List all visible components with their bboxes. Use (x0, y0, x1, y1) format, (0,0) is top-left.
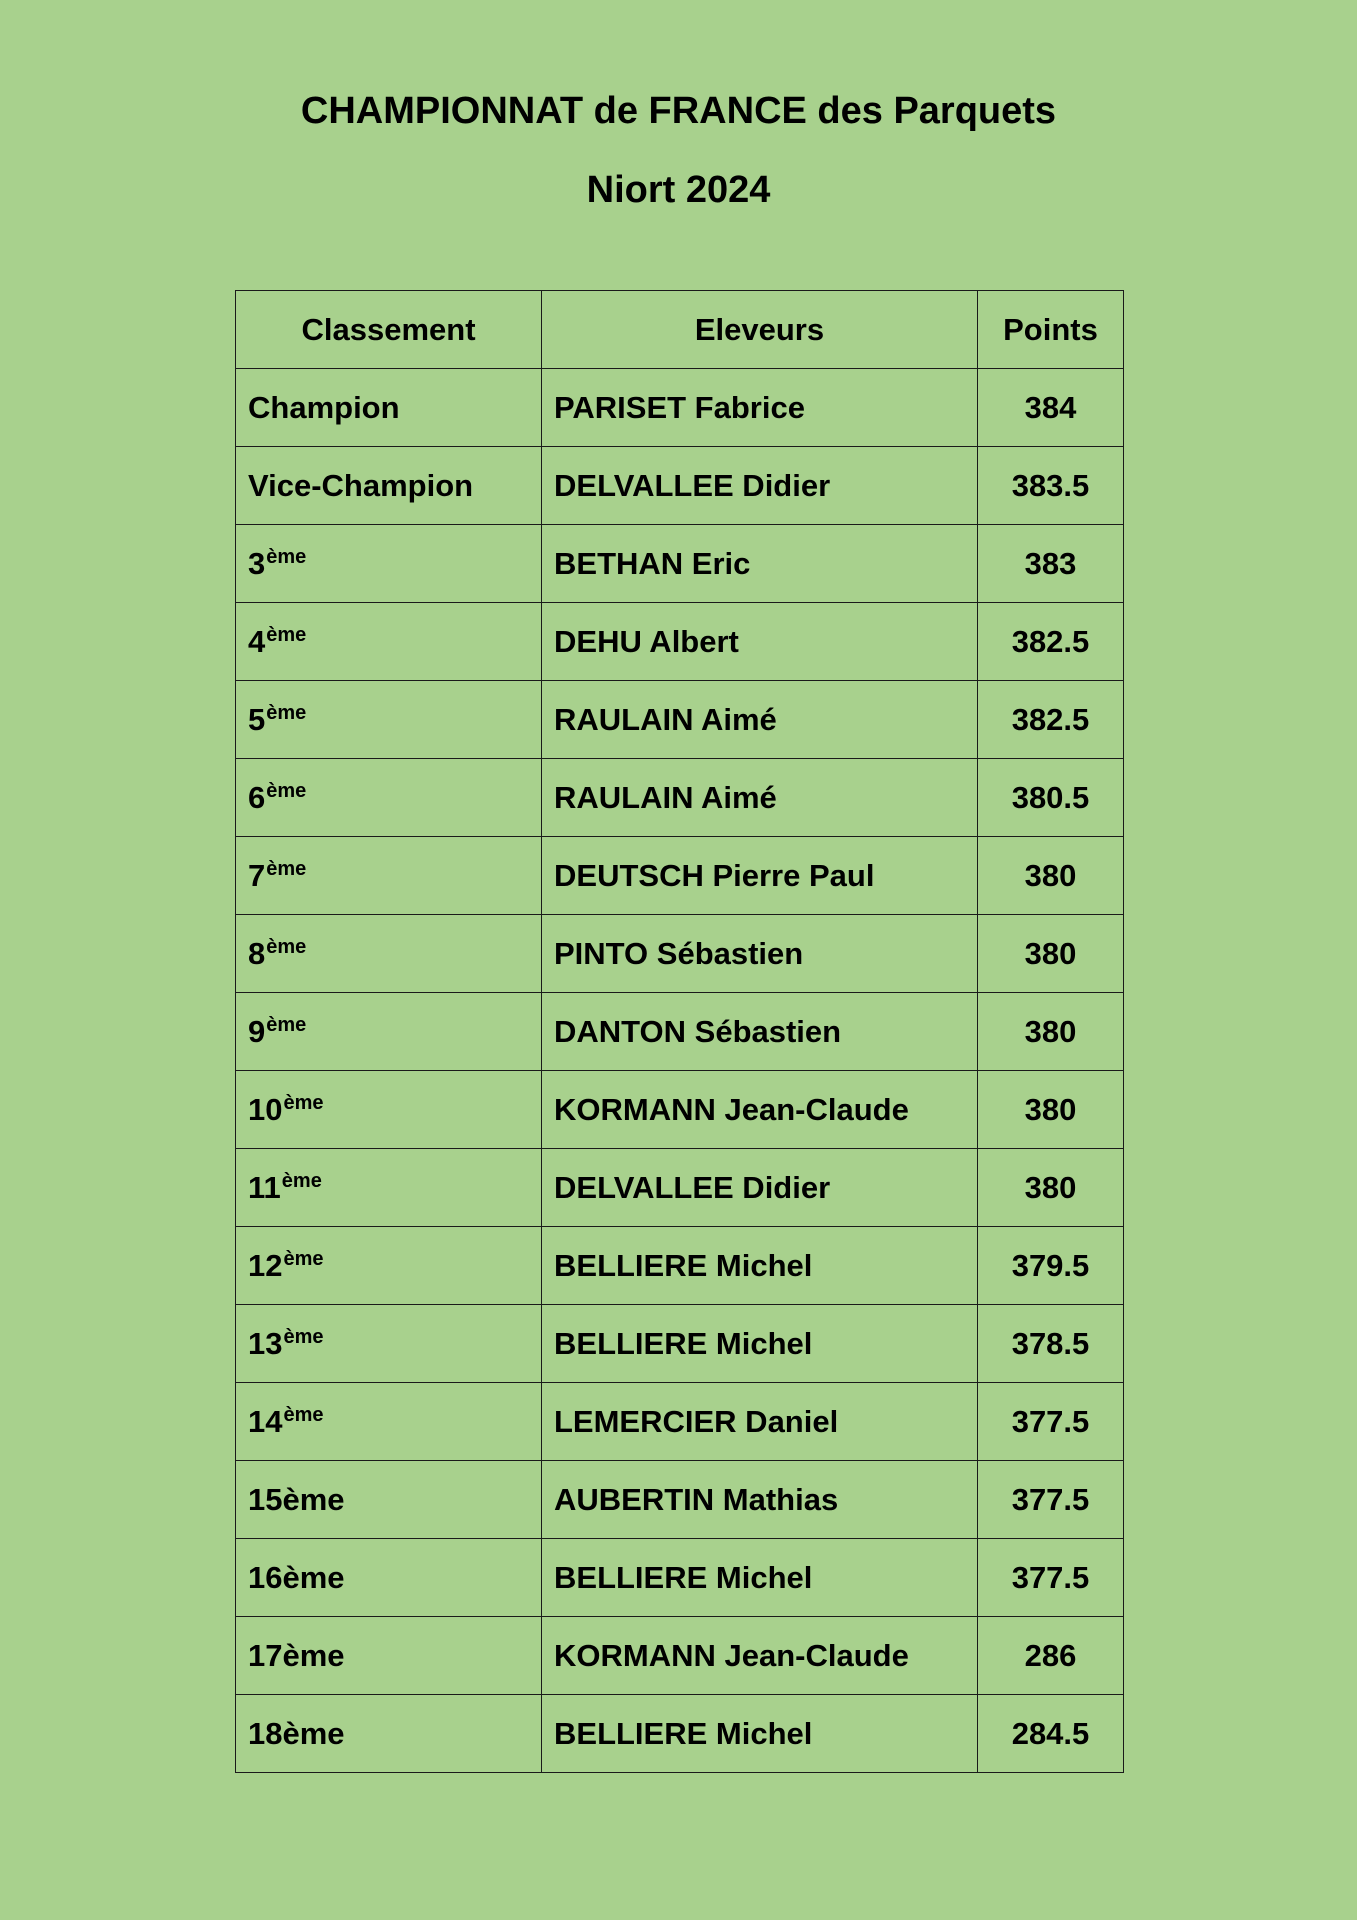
rank-cell (236, 1149, 542, 1227)
page-subtitle: Niort 2024 (586, 169, 771, 211)
rank-cell (236, 447, 542, 525)
breeder-cell: DELVALLEE Didier (542, 1149, 978, 1227)
rank-value: 3 (248, 545, 266, 581)
table-row (236, 915, 1124, 993)
table-row (236, 1071, 1124, 1149)
rank-suffix: ème (266, 779, 307, 802)
rank-suffix: ème (283, 1325, 324, 1348)
rank-value: 15ème (248, 1481, 345, 1517)
rank-suffix: ème (283, 1091, 324, 1114)
table-row (236, 1305, 1124, 1383)
table-row (236, 993, 1124, 1071)
points-cell: 380 (978, 1071, 1124, 1149)
rank-cell (236, 1539, 542, 1617)
rank-cell (236, 603, 542, 681)
rank-cell (236, 681, 542, 759)
rank-value: 9 (248, 1013, 266, 1049)
rank-value: 12 (248, 1247, 283, 1283)
rank-suffix: ème (266, 701, 307, 724)
rank-cell (236, 993, 542, 1071)
rank-value: 10 (248, 1091, 283, 1127)
breeder-cell: KORMANN Jean-Claude (542, 1071, 978, 1149)
rank-suffix: ème (281, 1169, 322, 1192)
rank-cell (236, 1383, 542, 1461)
rank-value: 14 (248, 1403, 283, 1439)
results-table (235, 290, 1124, 1773)
rank-value: 5 (248, 701, 266, 737)
points-cell: 383 (978, 525, 1124, 603)
breeder-cell: RAULAIN Aimé (542, 681, 978, 759)
rank-cell (236, 1071, 542, 1149)
rank-value: 18ème (248, 1715, 345, 1751)
breeder-cell: BELLIERE Michel (542, 1227, 978, 1305)
table-row (236, 1383, 1124, 1461)
points-cell: 382.5 (978, 681, 1124, 759)
table-row (236, 447, 1124, 525)
table-row (236, 1227, 1124, 1305)
header-eleveurs: Eleveurs (542, 291, 978, 369)
rank-value: 11 (248, 1169, 281, 1205)
rank-value: 6 (248, 779, 266, 815)
rank-cell (236, 915, 542, 993)
rank-value: 16ème (248, 1559, 345, 1595)
rank-suffix: ème (266, 857, 307, 880)
points-cell: 380 (978, 993, 1124, 1071)
points-cell: 377.5 (978, 1383, 1124, 1461)
table-row (236, 681, 1124, 759)
breeder-cell: BELLIERE Michel (542, 1695, 978, 1773)
table-row (236, 759, 1124, 837)
breeder-cell: AUBERTIN Mathias (542, 1461, 978, 1539)
header-classement: Classement (236, 291, 542, 369)
rank-value: 17ème (248, 1637, 345, 1673)
breeder-cell: DEHU Albert (542, 603, 978, 681)
table-row (236, 603, 1124, 681)
table-body (236, 369, 1124, 1773)
rank-value: 8 (248, 935, 266, 971)
rank-suffix: ème (266, 935, 307, 958)
breeder-cell: BELLIERE Michel (542, 1305, 978, 1383)
points-cell: 377.5 (978, 1461, 1124, 1539)
rank-value: 13 (248, 1325, 283, 1361)
rank-suffix: ème (283, 1403, 324, 1426)
breeder-cell: LEMERCIER Daniel (542, 1383, 978, 1461)
points-cell: 383.5 (978, 447, 1124, 525)
table-row (236, 369, 1124, 447)
rank-value: 4 (248, 623, 266, 659)
breeder-cell: DANTON Sébastien (542, 993, 978, 1071)
rank-cell (236, 1617, 542, 1695)
rank-cell (236, 759, 542, 837)
table-row (236, 525, 1124, 603)
breeder-cell: KORMANN Jean-Claude (542, 1617, 978, 1695)
rank-value: Champion (248, 389, 400, 425)
rank-suffix: ème (266, 623, 307, 646)
points-cell: 377.5 (978, 1539, 1124, 1617)
table-row (236, 1695, 1124, 1773)
rank-cell (236, 1461, 542, 1539)
rank-cell (236, 525, 542, 603)
header-points: Points (978, 291, 1124, 369)
rank-value: 7 (248, 857, 266, 893)
points-cell: 379.5 (978, 1227, 1124, 1305)
breeder-cell: RAULAIN Aimé (542, 759, 978, 837)
points-cell: 380 (978, 837, 1124, 915)
rank-cell (236, 837, 542, 915)
breeder-cell: PARISET Fabrice (542, 369, 978, 447)
rank-suffix: ème (266, 1013, 307, 1036)
points-cell: 286 (978, 1617, 1124, 1695)
breeder-cell: BETHAN Eric (542, 525, 978, 603)
rank-cell (236, 1695, 542, 1773)
breeder-cell: DELVALLEE Didier (542, 447, 978, 525)
breeder-cell: DEUTSCH Pierre Paul (542, 837, 978, 915)
page-title: CHAMPIONNAT de FRANCE des Parquets (300, 90, 1057, 132)
points-cell: 380 (978, 915, 1124, 993)
points-cell: 382.5 (978, 603, 1124, 681)
points-cell: 380 (978, 1149, 1124, 1227)
rank-value: Vice-Champion (248, 467, 474, 503)
table-row (236, 1149, 1124, 1227)
points-cell: 380.5 (978, 759, 1124, 837)
breeder-cell: BELLIERE Michel (542, 1539, 978, 1617)
rank-suffix: ème (266, 545, 307, 568)
rank-cell (236, 1227, 542, 1305)
points-cell: 378.5 (978, 1305, 1124, 1383)
rank-cell (236, 369, 542, 447)
breeder-cell: PINTO Sébastien (542, 915, 978, 993)
points-cell: 384 (978, 369, 1124, 447)
points-cell: 284.5 (978, 1695, 1124, 1773)
table-row (236, 1539, 1124, 1617)
table-row (236, 1461, 1124, 1539)
table-header-row (236, 291, 1124, 369)
table-row (236, 1617, 1124, 1695)
rank-cell (236, 1305, 542, 1383)
table-row (236, 837, 1124, 915)
rank-suffix: ème (283, 1247, 324, 1270)
